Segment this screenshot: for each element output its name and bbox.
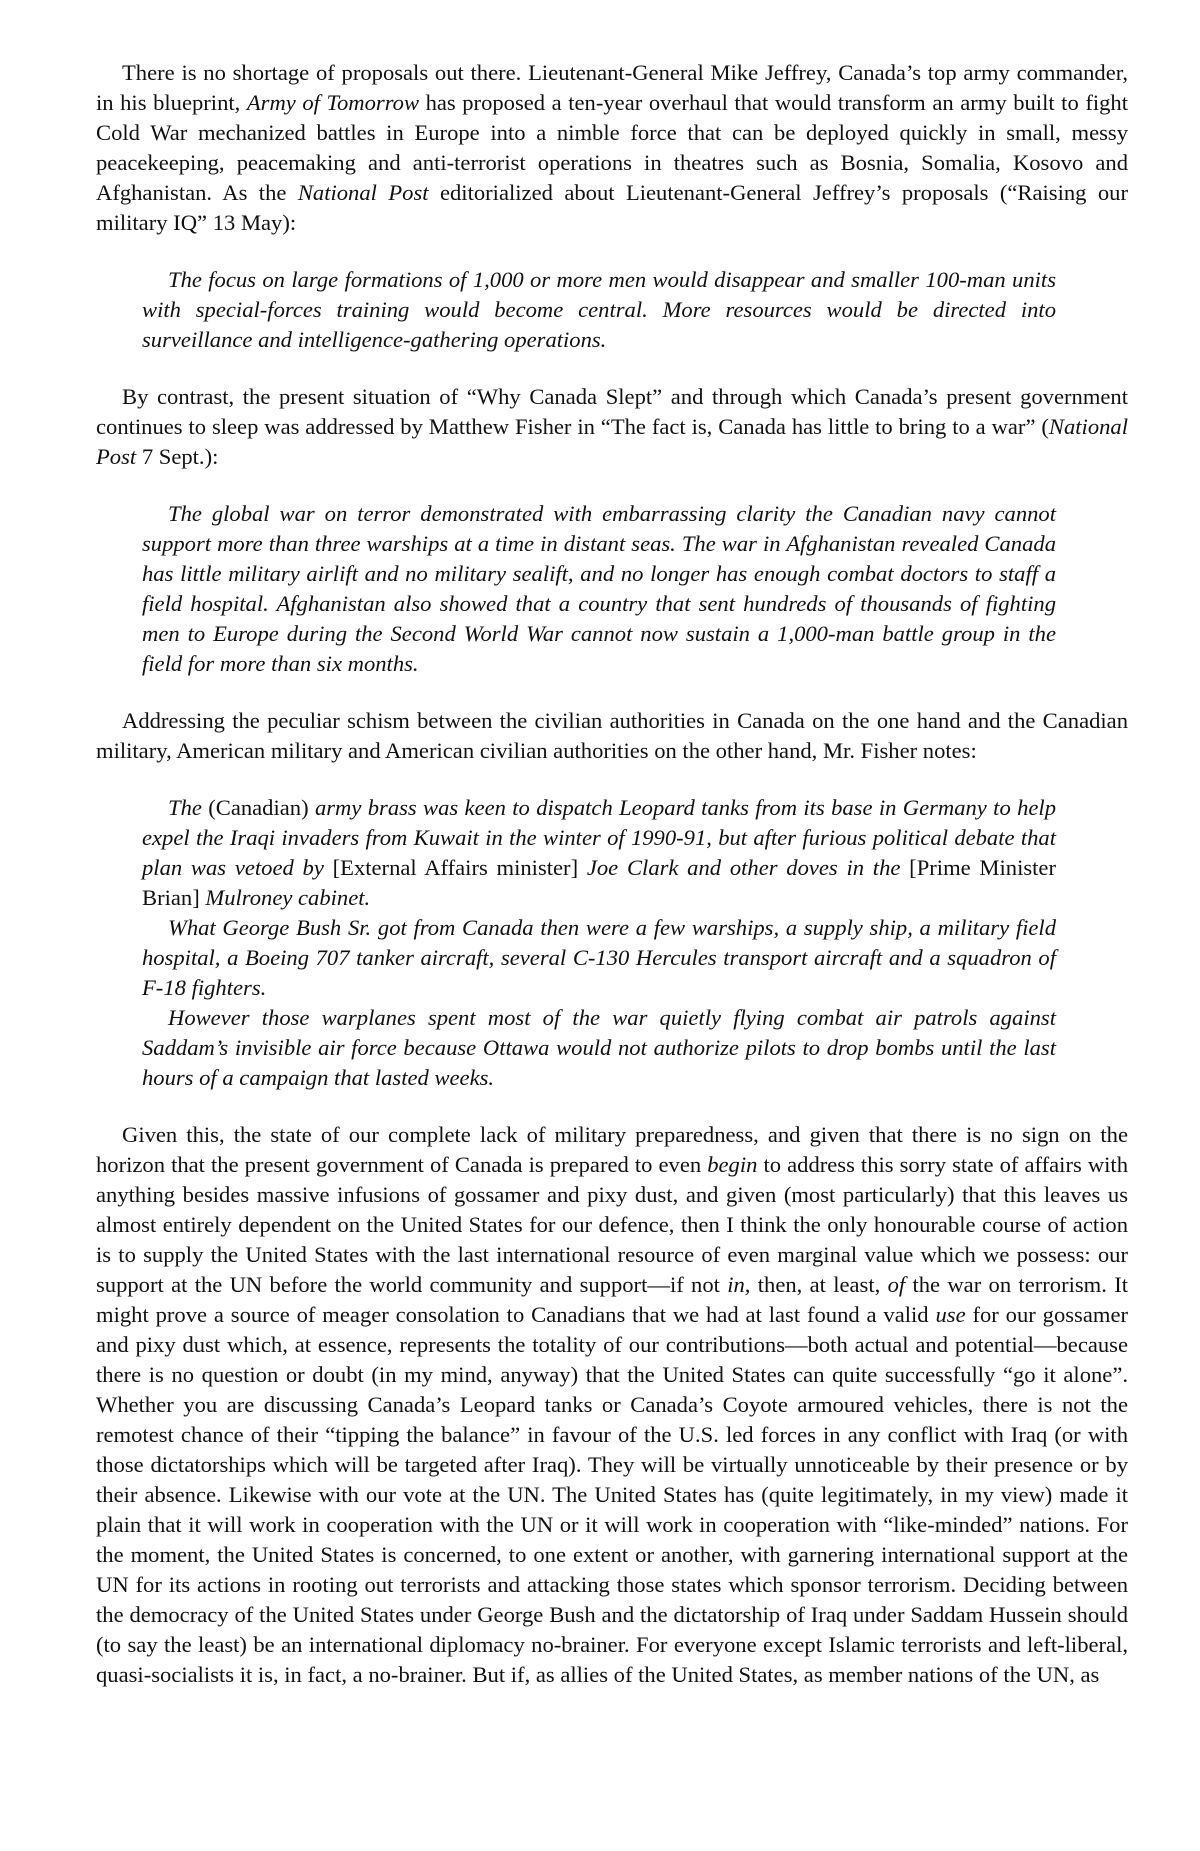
quote-paragraph: What George Bush Sr. got from Canada then were a few warships, a supply ship, a military field hospital, a Boeing 707 tanker aircraft, several C-130 Hercules transport aircraft and a squadron of F-18 fighters. xyxy=(142,915,1056,1000)
block-quote-fisher-gulf xyxy=(142,793,1056,1093)
block-quote-national-post xyxy=(142,265,1056,355)
quote-paragraph: The (Canadian) army brass was keen to dispatch Leopard tanks from its base in Germany to help expel the Iraqi invaders from Kuwait in the winter of 1990-91, but after furious political debate that plan was vetoed by [External Affairs minister] Joe Clark and other doves in the [Prime Minister Brian] Mulroney cabinet. xyxy=(142,795,1056,910)
quote-text: The focus on large formations of 1,000 or more men would disappear and smaller 100-man units with special-forces training would become central. More resources would be directed into surveillance and intelligence-gathering operations. xyxy=(142,267,1056,352)
paragraph-proposals: There is no shortage of proposals out there. Lieutenant-General Mike Jeffrey, Canada’s top army commander, in his blueprint, Army of Tomorrow has proposed a ten-year overhaul that would transform an army built to fight Cold War mechanized battles in Europe into a nimble force that can be deployed quickly in small, messy peacekeeping, peacemaking and anti-terrorist operations in theatres such as Bosnia, Somalia, Kosovo and Afghanistan. As the National Post editorialized about Lieutenant-General Jeffrey’s proposals (“Raising our military IQ” 13 May): xyxy=(96,60,1128,235)
paragraph-fisher: By contrast, the present situation of “Why Canada Slept” and through which Canada’s present government continues to sleep was addressed by Matthew Fisher in “The fact is, Canada has little to bring to a war” (National Post 7 Sept.): xyxy=(96,384,1128,469)
quote-paragraph: However those warplanes spent most of the war quietly flying combat air patrols against Saddam’s invisible air force because Ottawa would not authorize pilots to drop bombs until the last hours of a campaign that lasted weeks. xyxy=(142,1005,1056,1090)
paragraph-schism: Addressing the peculiar schism between the civilian authorities in Canada on the one hand and the Canadian military, American military and American civilian authorities on the other hand, Mr. Fisher notes: xyxy=(96,708,1128,763)
quote-text: The global war on terror demonstrated with embarrassing clarity the Canadian navy cannot support more than three warships at a time in distant seas. The war in Afghanistan revealed Canada has little military airlift and no military sealift, and no longer has enough combat doctors to staff a field hospital. Afghanistan also showed that a country that sent hundreds of thousands of fighting men to Europe during the Second World War cannot now sustain a 1,000-man battle group in the field for more than six months. xyxy=(142,501,1056,676)
book-title: Army of Tomorrow xyxy=(246,90,420,115)
publication-name: National Post xyxy=(96,414,1128,469)
block-quote-fisher-war xyxy=(142,499,1056,679)
paragraph-conclusion: Given this, the state of our complete lack of military preparedness, and given that there is no sign on the horizon that the present government of Canada is prepared to even begin to address this sorry state of affairs with anything besides massive infusions of gossamer and pixy dust, and given (most particularly) that this leaves us almost entirely dependent on the United States for our defence, then I think the only honourable course of action is to supply the United States with the last international resource of even marginal value which we possess: our support at the UN before the world community and support—if not in, then, at least, of the war on terrorism. It might prove a source of meager consolation to Canadians that we had at last found a valid use for our gossamer and pixy dust which, at essence, represents the totality of our contributions—both actual and potential—because there is no question or doubt (in my mind, anyway) that the United States can quite successfully “go it alone”. Whether you are discussing Canada’s Leopard tanks or Canada’s Coyote armoured vehicles, there is not the remotest chance of their “tipping the balance” in favour of the U.S. led forces in any conflict with Iraq (or with those dictatorships which will be targeted after Iraq). They will be virtually unnoticeable by their presence or by their absence. Likewise with our vote at the UN. The United States has (quite legitimately, in my view) made it plain that it will work in cooperation with the UN or it will work in cooperation with “like-minded” nations. For the moment, the United States is concerned, to one extent or another, with garnering international support at the UN for its actions in rooting out terrorists and attacking those states which sponsor terrorism. Deciding between the democracy of the United States under George Bush and the dictatorship of Iraq under Saddam Hussein should (to say the least) be an international diplomacy no-brainer. For everyone except Islamic terrorists and left-liberal, quasi-socialists it is, in fact, a no-brainer. But if, as allies of the United States, as member nations of the UN, as xyxy=(96,1122,1129,1687)
publication-name: National Post xyxy=(297,180,429,205)
